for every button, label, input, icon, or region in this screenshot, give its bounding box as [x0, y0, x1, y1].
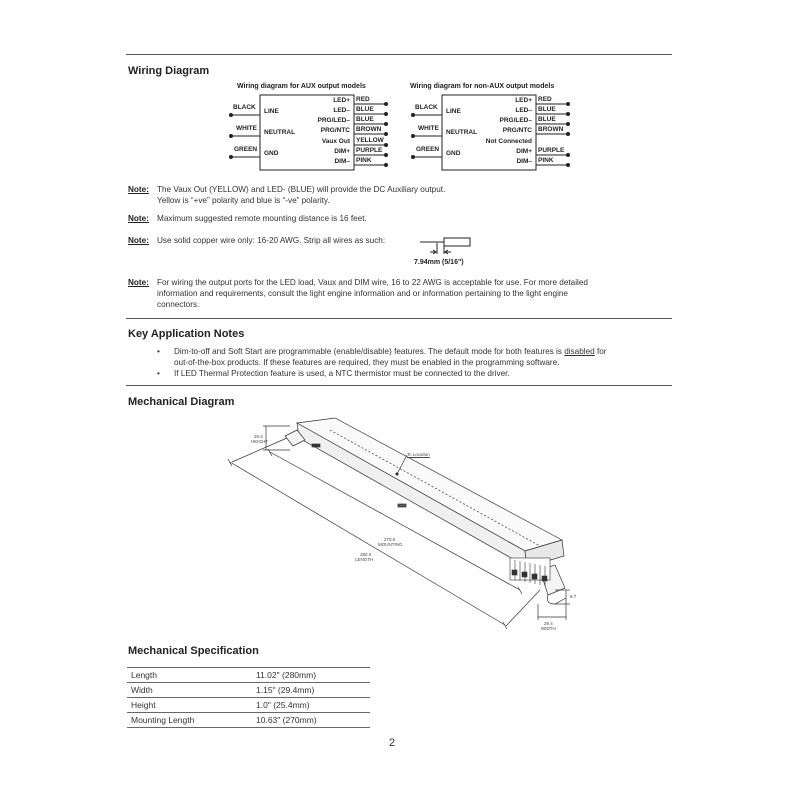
nonaux-output-color: BLUE [538, 106, 556, 113]
aux-input-signal-gnd: GND [264, 150, 279, 157]
aux-input-color-green: GREEN [234, 146, 258, 153]
spec-label: Length [127, 668, 252, 683]
aux-diagram-title: Wiring diagram for AUX output models [237, 83, 366, 90]
spec-value: 10.63" (270mm) [252, 713, 370, 728]
table-row [127, 698, 370, 713]
note-label: Note: [128, 278, 149, 287]
aux-output-signal: LED+ [333, 97, 350, 104]
height-dim-label: HEIGHT [251, 439, 269, 444]
key-note-line: If LED Thermal Protection feature is used, a NTC thermistor must be connected to the driver. [174, 369, 510, 378]
aux-input-signal-line: LINE [264, 108, 279, 115]
key-notes-heading: Key Application Notes [128, 328, 245, 340]
note-label: Note: [128, 214, 149, 223]
nonaux-output-color: PURPLE [538, 147, 565, 154]
aux-output-color: YELLOW [356, 137, 384, 144]
spec-value: 1.0" (25.4mm) [252, 698, 370, 713]
nonaux-input-signal-line: LINE [446, 108, 461, 115]
height-dim-value: 25.4 [254, 434, 263, 439]
aux-output-signal: LED– [333, 107, 350, 114]
driver-top-face [297, 418, 562, 551]
note-line: Maximum suggested remote mounting distance is 16 feet. [157, 214, 367, 223]
aux-output-signal: DIM+ [334, 148, 350, 155]
bullet-symbol: • [157, 347, 160, 356]
nonaux-output-color: RED [538, 96, 552, 103]
bullet-symbol: • [157, 369, 160, 378]
nonaux-output-color: BROWN [538, 126, 564, 133]
note-line: information and requirements, consult the light engine information and or information pertaining to the light engine [157, 289, 568, 298]
key-note-line: Dim-to-off and Soft Start are programmable (enable/disable) features. The default mode for both features is disabled for [174, 347, 607, 356]
wiring-diagram-heading: Wiring Diagram [128, 65, 210, 77]
table-row [127, 713, 370, 728]
length-dim-value: 280.0 [360, 552, 372, 557]
mounting-dim-value: 270.0 [384, 537, 396, 542]
spec-value: 1.15" (29.4mm) [252, 683, 370, 698]
spec-label: Mounting Length [127, 713, 252, 728]
spec-label: Height [127, 698, 252, 713]
aux-output-signal: PRG/NTC [320, 127, 350, 134]
nonaux-output-signal: DIM+ [516, 148, 532, 155]
aux-input-color-white: WHITE [236, 125, 257, 132]
mechanical-spec-heading: Mechanical Specification [128, 645, 259, 657]
note-line: Use solid copper wire only: 16-20 AWG. Strip all wires as such: [157, 236, 386, 245]
note-label: Note: [128, 185, 149, 194]
nonaux-output-color: PINK [538, 157, 554, 164]
nonaux-output-signal: DIM– [516, 158, 532, 165]
table-row [127, 683, 370, 698]
aux-input-color-black: BLACK [233, 104, 256, 111]
aux-output-color: PURPLE [356, 147, 383, 154]
aux-output-color: BLUE [356, 106, 374, 113]
nonaux-input-signal-neutral: NEUTRAL [446, 129, 478, 136]
note-line: Yellow is “+ve” polarity and blue is “-ve” polarity. [157, 196, 330, 205]
aux-output-color: BROWN [356, 126, 382, 133]
driver-front-face [297, 423, 527, 567]
aux-output-color: PINK [356, 157, 372, 164]
note-line: For wiring the output ports for the LED load, Vaux and DIM wire, 16 to 22 AWG is acceptable for use. For more detailed [157, 278, 588, 287]
note-line: connectors. [157, 300, 200, 309]
spec-label: Width [127, 683, 252, 698]
aux-output-signal: Vaux Out [321, 138, 350, 145]
aux-input-signal-neutral: NEUTRAL [264, 129, 296, 136]
key-note-line: out-of-the-box products. If these features are required, they must be enabled in the programming software. [174, 358, 560, 367]
key-note-underlined: disabled [564, 347, 595, 356]
aux-output-color: BLUE [356, 116, 374, 123]
nonaux-output-signal: PRG/LED– [499, 117, 532, 124]
aux-output-color: RED [356, 96, 370, 103]
mechanical-spec-table [127, 667, 370, 728]
width-dim-label: WIDTH [541, 626, 556, 631]
width-dim-value: 29.4 [544, 621, 553, 626]
nonaux-input-color-green: GREEN [416, 146, 440, 153]
table-row [127, 668, 370, 683]
spec-value: 11.02" (280mm) [252, 668, 370, 683]
nonaux-input-color-black: BLACK [415, 104, 438, 111]
nonaux-output-signal: LED+ [515, 97, 532, 104]
mechanical-diagram-heading: Mechanical Diagram [128, 396, 235, 408]
nonaux-input-color-white: WHITE [418, 125, 439, 132]
note-label: Note: [128, 236, 149, 245]
nonaux-input-signal-gnd: GND [446, 150, 461, 157]
nonaux-diagram-title: Wiring diagram for non-AUX output models [410, 83, 555, 90]
nonaux-output-color: BLUE [538, 116, 556, 123]
nonaux-output-signal: PRG/NTC [502, 127, 532, 134]
length-dim-label: LENGTH [355, 557, 374, 562]
note-line: The Vaux Out (YELLOW) and LED- (BLUE) will provide the DC Auxiliary output. [157, 185, 446, 194]
nonaux-output-signal: LED– [515, 107, 532, 114]
aux-output-signal: PRG/LED– [317, 117, 350, 124]
side-dim-value: 8.7 [570, 594, 577, 599]
aux-output-signal: DIM– [334, 158, 350, 165]
mounting-dim-label: MOUNTING [378, 542, 403, 547]
tc-location-label: Tc Location [407, 452, 430, 457]
nonaux-output-signal: Not Connected [485, 138, 532, 145]
strip-length-label: 7.94mm (5/16") [414, 259, 464, 266]
page-number: 2 [388, 737, 396, 749]
